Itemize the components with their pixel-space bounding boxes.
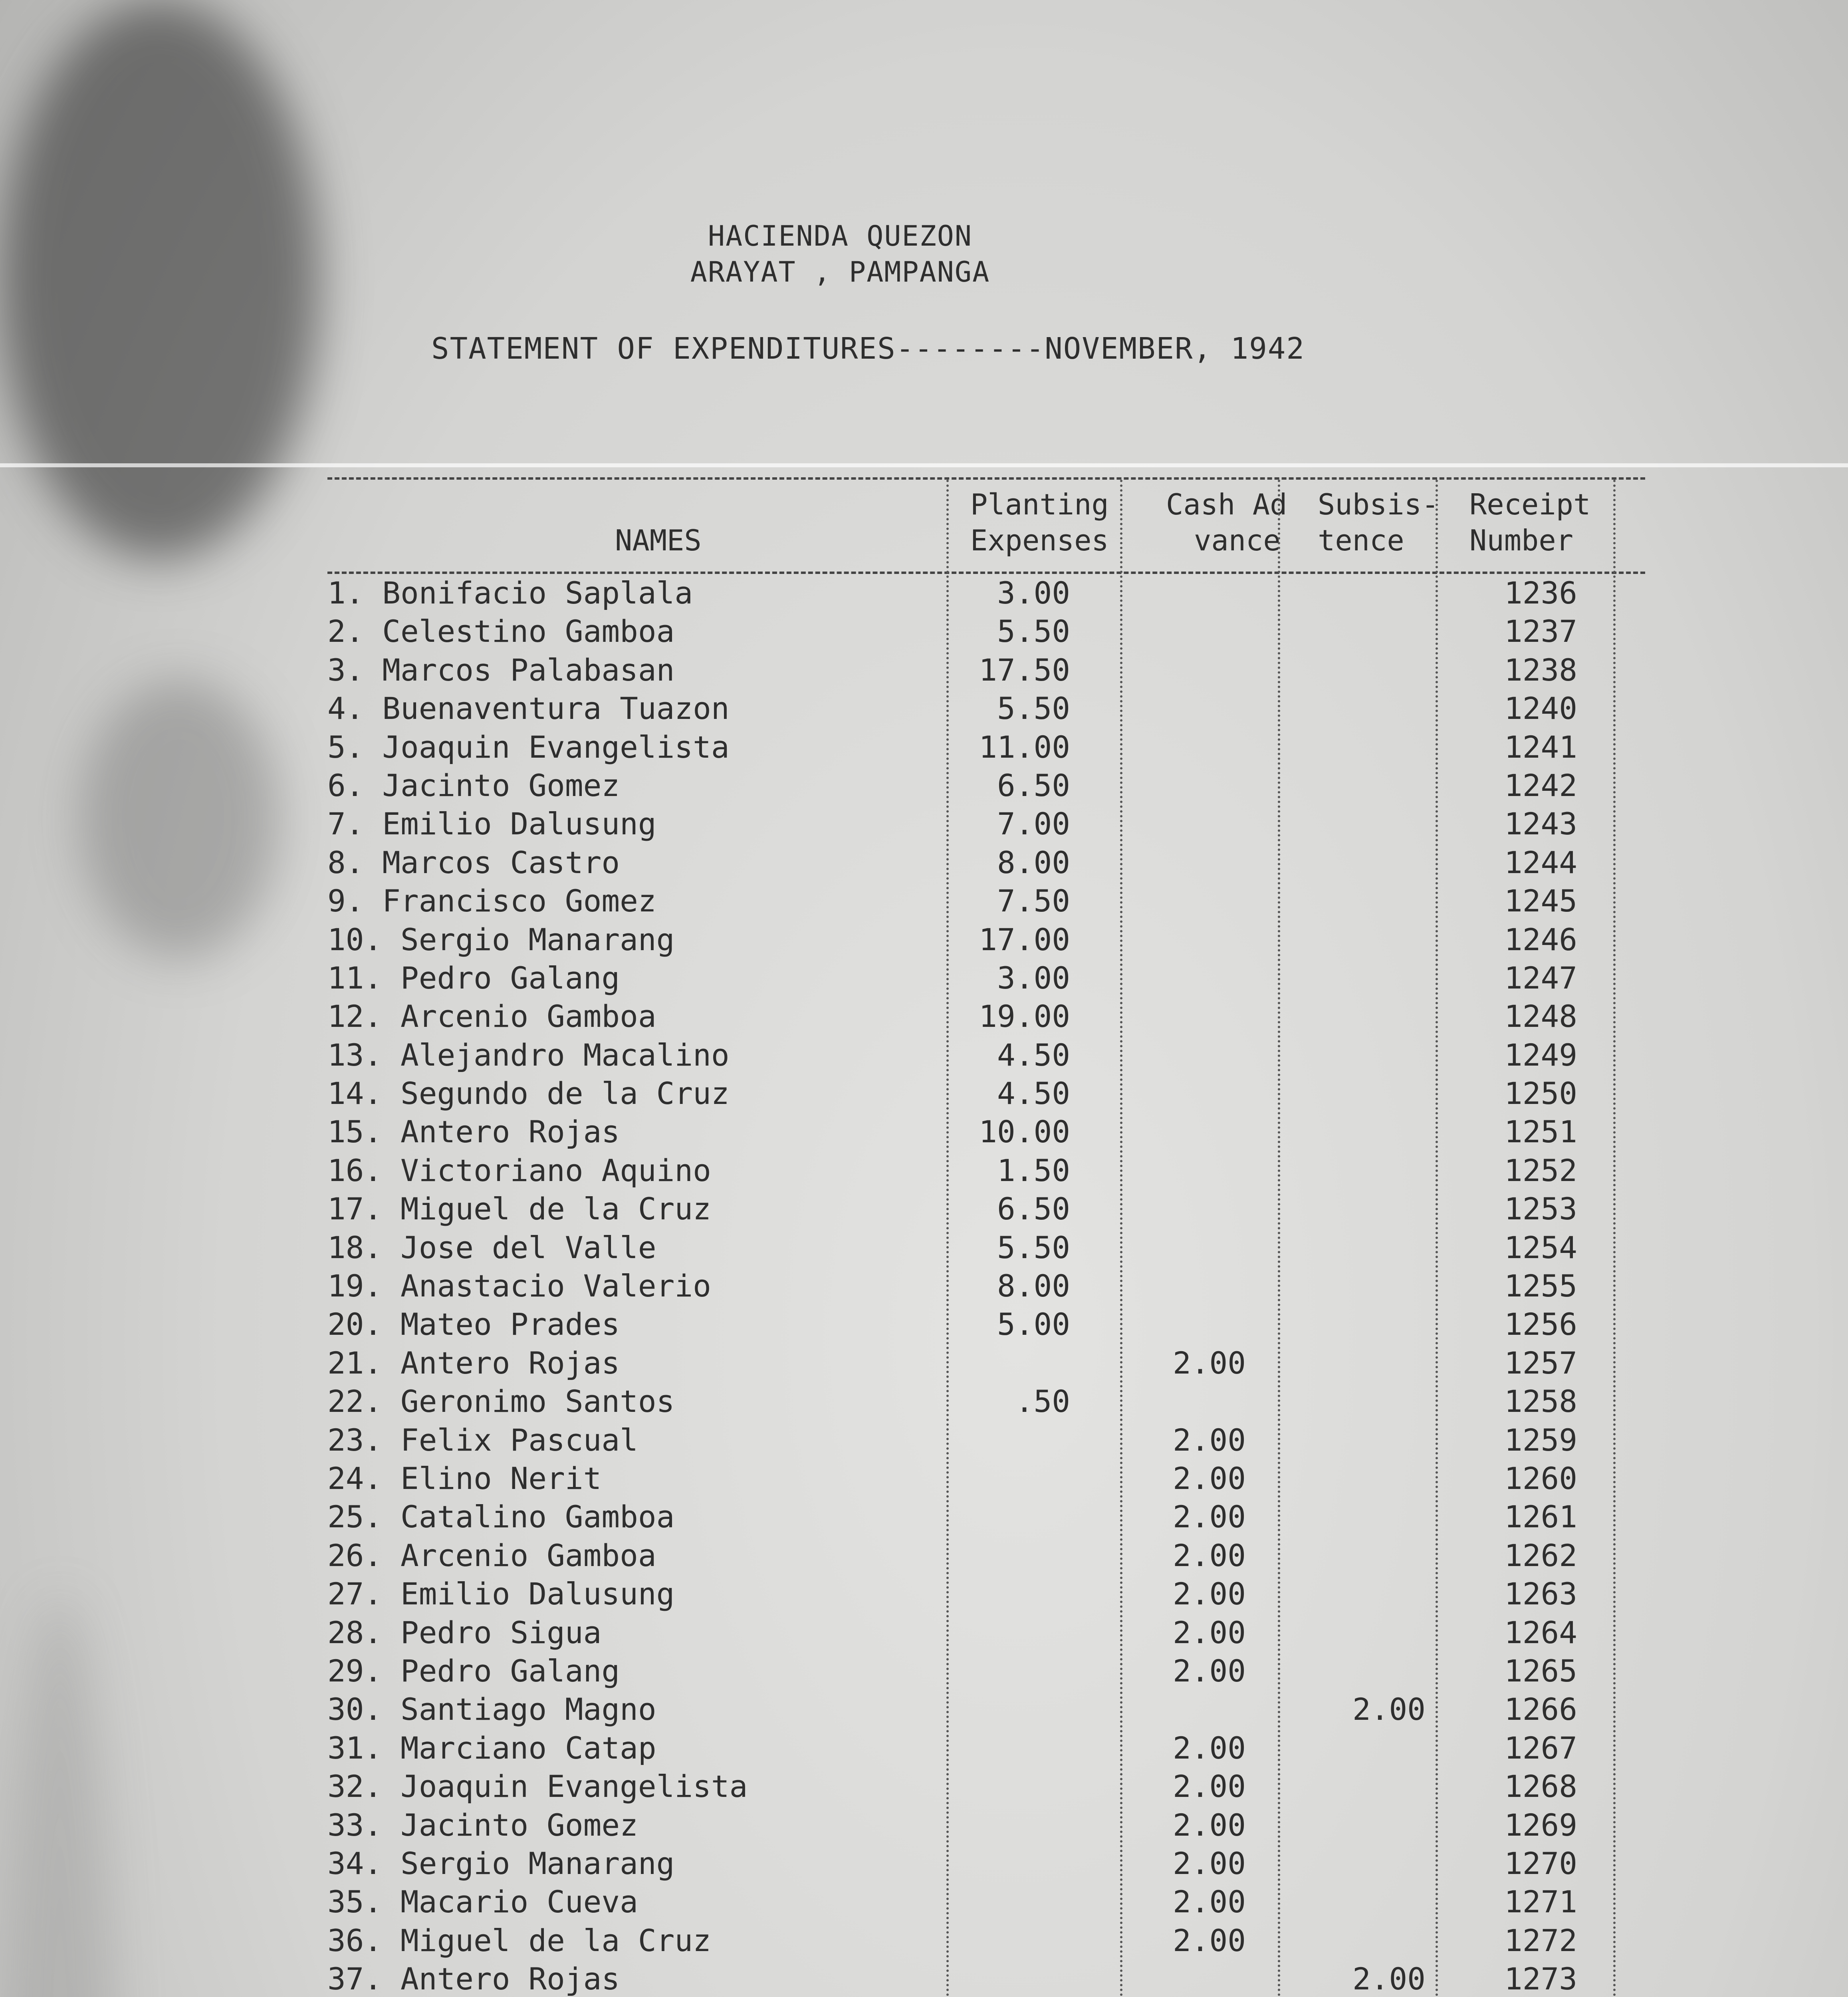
- row-name: 30. Santiago Magno: [327, 1691, 656, 1727]
- row-receipt: 1266: [1504, 1691, 1577, 1727]
- table-row: [327, 1883, 1645, 1921]
- col-cash-header-2: vance: [1194, 524, 1281, 557]
- row-planting: 4.50: [997, 1037, 1070, 1073]
- table-row: [327, 1652, 1645, 1690]
- row-receipt: 1259: [1504, 1422, 1577, 1458]
- col-planting-header-2: Expenses: [970, 524, 1109, 557]
- row-cash: 2.00: [1172, 1769, 1246, 1804]
- row-planting: 3.00: [997, 575, 1070, 611]
- row-planting: 1.50: [997, 1152, 1070, 1188]
- row-planting: 5.50: [997, 691, 1070, 727]
- table-row: [327, 612, 1645, 651]
- table-row: [327, 805, 1645, 843]
- row-cash: 2.00: [1172, 1922, 1246, 1958]
- row-name: 27. Emilio Dalusung: [327, 1576, 675, 1612]
- table-body: [327, 574, 1645, 1997]
- table-row: [327, 1305, 1645, 1344]
- row-subsis: 2.00: [1352, 1961, 1426, 1997]
- table-row: [327, 997, 1645, 1036]
- row-receipt: 1252: [1504, 1152, 1577, 1188]
- row-receipt: 1243: [1504, 806, 1577, 842]
- table-row: [327, 882, 1645, 920]
- table-row: [327, 959, 1645, 997]
- row-name: 37. Antero Rojas: [327, 1961, 620, 1997]
- col-subsis-header-1: Subsis-: [1318, 488, 1439, 521]
- row-receipt: 1247: [1504, 960, 1577, 996]
- row-planting: 17.50: [979, 652, 1070, 688]
- row-name: 16. Victoriano Aquino: [327, 1152, 711, 1188]
- row-name: 36. Miguel de la Cruz: [327, 1922, 711, 1958]
- row-name: 21. Antero Rojas: [327, 1345, 620, 1381]
- row-planting: 4.50: [997, 1076, 1070, 1112]
- row-receipt: 1251: [1504, 1114, 1577, 1150]
- row-name: 19. Anastacio Valerio: [327, 1268, 711, 1304]
- row-name: 10. Sergio Manarang: [327, 921, 675, 957]
- row-receipt: 1253: [1504, 1191, 1577, 1227]
- divider-1: [946, 480, 951, 1997]
- stain-left: [80, 679, 280, 959]
- table-row: [327, 1036, 1645, 1074]
- row-receipt: 1241: [1504, 729, 1577, 765]
- row-name: 12. Arcenio Gamboa: [327, 998, 656, 1034]
- row-name: 2. Celestino Gamboa: [327, 613, 675, 649]
- row-receipt: 1249: [1504, 1037, 1577, 1073]
- col-receipt-header-1: Receipt: [1469, 488, 1591, 521]
- row-planting: 11.00: [979, 729, 1070, 765]
- table-row: [327, 1614, 1645, 1652]
- table-row: [327, 651, 1645, 689]
- row-receipt: 1270: [1504, 1845, 1577, 1881]
- row-cash: 2.00: [1172, 1499, 1246, 1535]
- hacienda-name: HACIENDA QUEZON: [708, 220, 973, 252]
- row-receipt: 1271: [1504, 1884, 1577, 1920]
- table-row: [327, 1344, 1645, 1382]
- row-planting: 7.00: [997, 806, 1070, 842]
- divider-5: [1613, 480, 1618, 1997]
- row-receipt: 1263: [1504, 1576, 1577, 1612]
- row-planting: 10.00: [979, 1114, 1070, 1150]
- row-name: 25. Catalino Gamboa: [327, 1499, 675, 1535]
- row-subsis: 2.00: [1352, 1691, 1426, 1727]
- row-receipt: 1236: [1504, 575, 1577, 611]
- table-row: [327, 766, 1645, 805]
- row-name: 6. Jacinto Gomez: [327, 767, 620, 803]
- row-receipt: 1254: [1504, 1229, 1577, 1265]
- row-cash: 2.00: [1172, 1614, 1246, 1650]
- row-name: 5. Joaquin Evangelista: [327, 729, 730, 765]
- row-receipt: 1238: [1504, 652, 1577, 688]
- row-name: 26. Arcenio Gamboa: [327, 1537, 656, 1573]
- divider-2: [1120, 480, 1125, 1997]
- table-row: [327, 574, 1645, 612]
- row-name: 3. Marcos Palabasan: [327, 652, 675, 688]
- table-row: [327, 844, 1645, 882]
- row-receipt: 1255: [1504, 1268, 1577, 1304]
- table-row: [327, 689, 1645, 728]
- table-row: [327, 1960, 1645, 1997]
- row-name: 13. Alejandro Macalino: [327, 1037, 730, 1073]
- table-row: [327, 1536, 1645, 1575]
- row-cash: 2.00: [1172, 1884, 1246, 1920]
- hacienda-location: ARAYAT , PAMPANGA: [690, 256, 990, 288]
- row-receipt: 1273: [1504, 1961, 1577, 1997]
- divider-4: [1436, 480, 1440, 1997]
- col-planting-header-1: Planting: [970, 488, 1109, 521]
- row-receipt: 1269: [1504, 1807, 1577, 1843]
- col-subsis-header-2: tence: [1318, 524, 1404, 557]
- row-name: 17. Miguel de la Cruz: [327, 1191, 711, 1227]
- row-name: 32. Joaquin Evangelista: [327, 1769, 748, 1804]
- row-name: 8. Marcos Castro: [327, 844, 620, 880]
- row-cash: 2.00: [1172, 1730, 1246, 1766]
- table-row: [327, 1806, 1645, 1844]
- row-receipt: 1258: [1504, 1384, 1577, 1419]
- table-row: [327, 1421, 1645, 1459]
- table-row: [327, 1729, 1645, 1767]
- row-name: 24. Elino Nerit: [327, 1460, 602, 1496]
- row-cash: 2.00: [1172, 1807, 1246, 1843]
- statement-title: STATEMENT OF EXPENDITURES--------NOVEMBER, 1942: [431, 332, 1305, 366]
- table-row: [327, 1151, 1645, 1190]
- row-name: 35. Macario Cueva: [327, 1884, 638, 1920]
- shadow-left-edge: [0, 1598, 120, 1997]
- row-receipt: 1246: [1504, 921, 1577, 957]
- row-name: 11. Pedro Galang: [327, 960, 620, 996]
- table-row: [327, 921, 1645, 959]
- row-name: 1. Bonifacio Saplala: [327, 575, 693, 611]
- divider-3: [1278, 480, 1283, 1997]
- table-row: [327, 1844, 1645, 1883]
- row-planting: 6.50: [997, 1191, 1070, 1227]
- row-planting: 7.50: [997, 883, 1070, 919]
- table-row: [327, 1498, 1645, 1536]
- table-row: [327, 1922, 1645, 1960]
- row-receipt: 1261: [1504, 1499, 1577, 1535]
- row-name: 33. Jacinto Gomez: [327, 1807, 638, 1843]
- row-name: 29. Pedro Galang: [327, 1653, 620, 1689]
- row-name: 28. Pedro Sigua: [327, 1614, 602, 1650]
- row-cash: 2.00: [1172, 1422, 1246, 1458]
- col-receipt-header-2: Number: [1469, 524, 1574, 557]
- row-receipt: 1262: [1504, 1537, 1577, 1573]
- table-row: [327, 1767, 1645, 1806]
- row-receipt: 1245: [1504, 883, 1577, 919]
- row-receipt: 1242: [1504, 767, 1577, 803]
- table-header: [327, 480, 1645, 574]
- row-name: 34. Sergio Manarang: [327, 1845, 675, 1881]
- col-cash-header-1: Cash Ad: [1166, 488, 1287, 521]
- row-name: 23. Felix Pascual: [327, 1422, 638, 1458]
- row-cash: 2.00: [1172, 1537, 1246, 1573]
- row-receipt: 1265: [1504, 1653, 1577, 1689]
- expenditures-table: [327, 477, 1645, 1997]
- row-planting: 6.50: [997, 767, 1070, 803]
- row-planting: 17.00: [979, 921, 1070, 957]
- row-planting: 8.00: [997, 1268, 1070, 1304]
- row-cash: 2.00: [1172, 1653, 1246, 1689]
- row-planting: 5.50: [997, 1229, 1070, 1265]
- row-name: 22. Geronimo Santos: [327, 1384, 675, 1419]
- row-planting: 3.00: [997, 960, 1070, 996]
- table-row: [327, 1382, 1645, 1421]
- row-cash: 2.00: [1172, 1576, 1246, 1612]
- row-receipt: 1256: [1504, 1306, 1577, 1342]
- row-name: 9. Francisco Gomez: [327, 883, 656, 919]
- row-receipt: 1248: [1504, 998, 1577, 1034]
- row-receipt: 1272: [1504, 1922, 1577, 1958]
- table-row: [327, 1267, 1645, 1305]
- row-name: 18. Jose del Valle: [327, 1229, 656, 1265]
- table-row: [327, 1690, 1645, 1729]
- row-receipt: 1244: [1504, 844, 1577, 880]
- row-receipt: 1250: [1504, 1076, 1577, 1112]
- row-receipt: 1268: [1504, 1769, 1577, 1804]
- row-planting: 5.50: [997, 613, 1070, 649]
- row-cash: 2.00: [1172, 1345, 1246, 1381]
- row-planting: .50: [1015, 1384, 1070, 1419]
- table-row: [327, 1074, 1645, 1113]
- row-receipt: 1264: [1504, 1614, 1577, 1650]
- row-planting: 5.00: [997, 1306, 1070, 1342]
- row-receipt: 1237: [1504, 613, 1577, 649]
- row-name: 4. Buenaventura Tuazon: [327, 691, 730, 727]
- table-row: [327, 728, 1645, 766]
- row-receipt: 1240: [1504, 691, 1577, 727]
- row-name: 20. Mateo Prades: [327, 1306, 620, 1342]
- row-planting: 8.00: [997, 844, 1070, 880]
- table-row: [327, 1459, 1645, 1498]
- col-names-header: NAMES: [615, 524, 702, 557]
- row-receipt: 1267: [1504, 1730, 1577, 1766]
- table-row: [327, 1113, 1645, 1151]
- row-name: 7. Emilio Dalusung: [327, 806, 656, 842]
- row-name: 15. Antero Rojas: [327, 1114, 620, 1150]
- table-row: [327, 1229, 1645, 1267]
- row-name: 14. Segundo de la Cruz: [327, 1076, 730, 1112]
- table-row: [327, 1575, 1645, 1613]
- row-cash: 2.00: [1172, 1460, 1246, 1496]
- row-receipt: 1260: [1504, 1460, 1577, 1496]
- row-cash: 2.00: [1172, 1845, 1246, 1881]
- fold-line: [0, 463, 1848, 467]
- row-name: 31. Marciano Catap: [327, 1730, 656, 1766]
- row-planting: 19.00: [979, 998, 1070, 1034]
- table-row: [327, 1190, 1645, 1228]
- row-receipt: 1257: [1504, 1345, 1577, 1381]
